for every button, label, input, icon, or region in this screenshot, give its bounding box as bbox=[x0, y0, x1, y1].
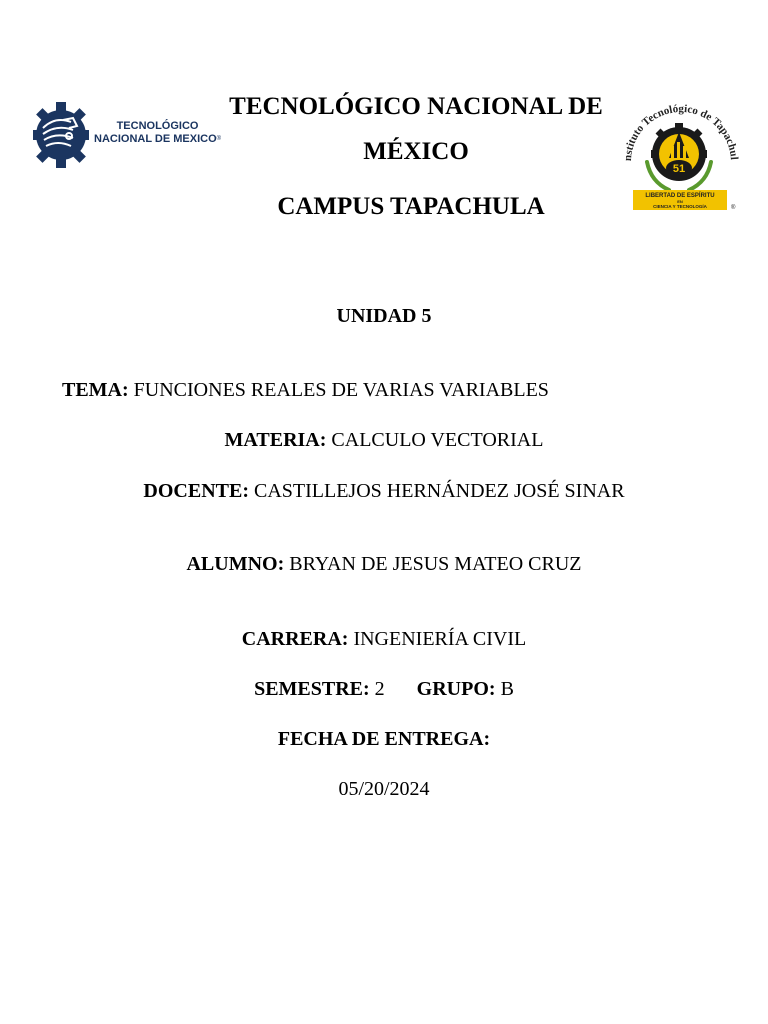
instituto-tapachula-seal-icon bbox=[617, 92, 745, 214]
carrera-value: INGENIERÍA CIVIL bbox=[353, 628, 527, 650]
docente-line bbox=[0, 479, 768, 503]
tema-label: TEMA: bbox=[62, 379, 129, 401]
semestre-value: 2 bbox=[374, 678, 385, 700]
materia-label: MATERIA: bbox=[224, 429, 327, 451]
seal-number: 51 bbox=[672, 163, 686, 175]
carrera-label: CARRERA: bbox=[241, 628, 349, 650]
semestre-label: SEMESTRE: bbox=[254, 678, 370, 700]
institution-title-line1: TECNOLÓGICO NACIONAL DE bbox=[229, 93, 603, 120]
docente-value: CASTILLEJOS HERNÁNDEZ JOSÉ SINAR bbox=[254, 480, 625, 502]
campus-title: CAMPUS TAPACHULA bbox=[277, 193, 545, 220]
instituto-tapachula-seal bbox=[617, 92, 745, 214]
docente-label: DOCENTE: bbox=[143, 480, 249, 502]
seal-motto-3: CIENCIA Y TECNOLOGÍA bbox=[653, 204, 707, 209]
institution-title-line2: MÉXICO bbox=[363, 138, 469, 165]
grupo-label: GRUPO: bbox=[416, 678, 496, 700]
carrera-line bbox=[0, 627, 768, 651]
materia-line bbox=[0, 428, 768, 452]
tecnm-logo-text: TECNOLÓGICO NACIONAL DE MEXICO® bbox=[94, 120, 222, 145]
unit-heading: UNIDAD 5 bbox=[336, 305, 432, 327]
fecha-label: FECHA DE ENTREGA: bbox=[277, 728, 491, 750]
tecnm-logo bbox=[33, 92, 222, 178]
alumno-label: ALUMNO: bbox=[186, 553, 285, 575]
seal-motto-1: LIBERTAD DE ESPÍRITU bbox=[645, 193, 715, 199]
tema-line bbox=[62, 378, 549, 402]
seal-ring-text: nstituto Tecnológico de Tapachul bbox=[621, 102, 740, 162]
tecnm-gear-icon bbox=[33, 92, 93, 178]
fecha-value: 05/20/2024 bbox=[338, 778, 430, 800]
seal-registered-mark: ® bbox=[731, 205, 736, 211]
alumno-value: BRYAN DE JESUS MATEO CRUZ bbox=[289, 553, 582, 575]
seal-motto-2: EN bbox=[677, 199, 683, 204]
semestre-grupo-line bbox=[0, 677, 768, 701]
tema-value: FUNCIONES REALES DE VARIAS VARIABLES bbox=[133, 379, 549, 401]
materia-value: CALCULO VECTORIAL bbox=[331, 429, 544, 451]
alumno-line bbox=[0, 552, 768, 576]
grupo-value: B bbox=[500, 678, 514, 700]
